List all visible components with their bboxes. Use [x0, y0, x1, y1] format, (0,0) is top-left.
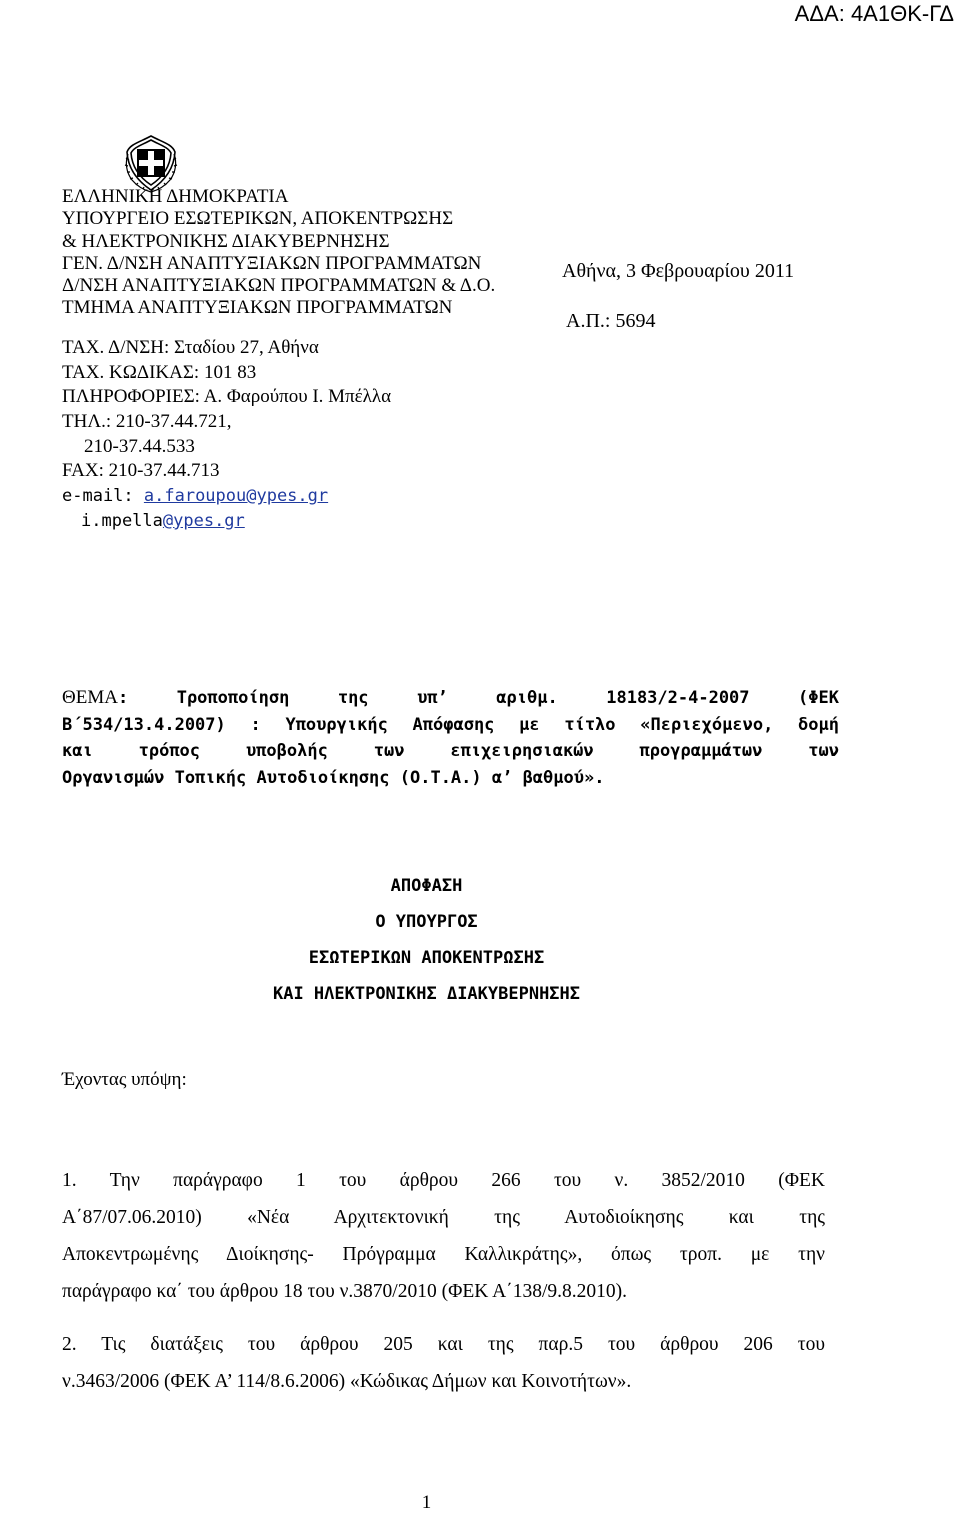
email-link-2[interactable]: @ypes.gr: [162, 510, 245, 531]
list-item-row: Αποκεντρωμένης Διοίκησης- Πρόγραμμα Καλλικράτης», όπως τροπ. με την: [62, 1244, 825, 1265]
decision-title: ΑΠΟΦΑΣΗ: [390, 876, 463, 896]
list-item-row: παράγραφο κα΄ του άρθρου 18 του ν.3870/2010 (ΦΕΚ Α΄138/9.8.2010).: [62, 1281, 627, 1302]
header-line: ΕΛΛΗΝΙΚΗ ΔΗΜΟΚΡΑΤΙΑ: [62, 186, 289, 207]
email-label: e-mail:: [62, 486, 144, 507]
email-row: [62, 484, 391, 509]
list-item-row: 1. Την παράγραφο 1 του άρθρου 266 του ν. 3852/2010 (ΦΕΚ: [62, 1170, 825, 1191]
subject-text-3: και τρόπος υποβολής των επιχειρησιακών προγραμμάτων των: [62, 741, 839, 761]
protocol-number: Α.Π.: 5694: [566, 310, 656, 332]
list-item: [62, 1162, 825, 1310]
list-item: [62, 1326, 825, 1400]
subject-text-2: Β΄534/13.4.2007) : Υπουργικής Απόφασης με τίτλο «Περιεχόμενο, δομή: [62, 714, 839, 735]
subject-text-1: : Τροποποίηση της υπ’ αριθμ. 18183/2-4-2007 (ΦΕΚ: [117, 688, 839, 708]
decision-heading: [0, 868, 853, 1012]
address: ΤΑΧ. Δ/ΝΣΗ: Σταδίου 27, Αθήνα: [62, 337, 319, 358]
list-item-row: ν.3463/2006 (ΦΕΚ Α’ 114/8.6.2006) «Κώδικας Δήμων και Κοινοτήτων».: [62, 1371, 632, 1392]
contact-block: [62, 336, 391, 534]
subject-block: [62, 685, 839, 791]
considerations-list: [62, 1162, 825, 1400]
email-user-2: i.mpella: [81, 510, 163, 531]
greek-emblem-icon: [122, 132, 180, 194]
contact-persons: ΠΛΗΡΟΦΟΡΙΕΣ: Α. Φαρούπου Ι. Μπέλλα: [62, 386, 392, 408]
header-line: & ΗΛΕΚΤΡΟΝΙΚΗΣ ΔΙΑΚΥΒΕΡΝΗΣΗΣ: [62, 230, 390, 252]
having-in-mind: Έχοντας υπόψη:: [62, 1069, 187, 1090]
item-number: 2.: [62, 1334, 77, 1355]
header-line: ΤΜΗΜΑ ΑΝΑΠΤΥΞΙΑΚΩΝ ΠΡΟΓΡΑΜΜΑΤΩΝ: [62, 297, 453, 319]
postcode: ΤΑΧ. ΚΩΔΙΚΑΣ: 101 83: [62, 361, 257, 383]
header-line: ΓΕΝ. Δ/ΝΣΗ ΑΝΑΠΤΥΞΙΑΚΩΝ ΠΡΟΓΡΑΜΜΑΤΩΝ: [62, 252, 482, 274]
phone-1: ΤΗΛ.: 210-37.44.721,: [62, 411, 232, 433]
email-link-1[interactable]: a.faroupou@ypes.gr: [143, 486, 329, 507]
list-item-row: 2. Τις διατάξεις του άρθρου 205 και της παρ.5 του άρθρου 206 του: [62, 1334, 825, 1355]
item-number: 1.: [62, 1170, 77, 1191]
ministry-line-1: ΕΣΩΤΕΡΙΚΩΝ ΑΠΟΚΕΝΤΡΩΣΗΣ: [308, 948, 545, 968]
minister-line: Ο ΥΠΟΥΡΓΟΣ: [375, 912, 478, 932]
header-line: Δ/ΝΣΗ ΑΝΑΠΤΥΞΙΑΚΩΝ ΠΡΟΓΡΑΜΜΑΤΩΝ & Δ.Ο.: [62, 275, 496, 297]
list-item-row: Α΄87/07.06.2010) «Νέα Αρχιτεκτονική της Αυτοδιοίκησης και της: [62, 1207, 825, 1228]
ada-code: ΑΔΑ: 4Α1ΘΚ-ΓΔ: [794, 1, 954, 26]
page-number: 1: [421, 1492, 432, 1513]
header-line: ΥΠΟΥΡΓΕΙΟ ΕΣΩΤΕΡΙΚΩΝ, ΑΠΟΚΕΝΤΡΩΣΗΣ: [62, 208, 454, 230]
subject-line: [62, 685, 839, 712]
phone-2: 210-37.44.533: [84, 435, 195, 457]
subject-text-4: Οργανισμών Τοπικής Αυτοδιοίκησης (Ο.Τ.Α.) α’ βαθμού».: [62, 767, 605, 788]
fax: FAX: 210-37.44.713: [62, 460, 220, 482]
document-date: Αθήνα, 3 Φεβρουαρίου 2011: [562, 260, 795, 282]
email-row-2: [62, 509, 391, 534]
subject-label: ΘΕΜΑ: [62, 687, 118, 708]
ministry-line-2: ΚΑΙ ΗΛΕΚΤΡΟΝΙΚΗΣ ΔΙΑΚΥΒΕΡΝΗΣΗΣ: [272, 984, 581, 1004]
issuer-header: [62, 186, 495, 320]
